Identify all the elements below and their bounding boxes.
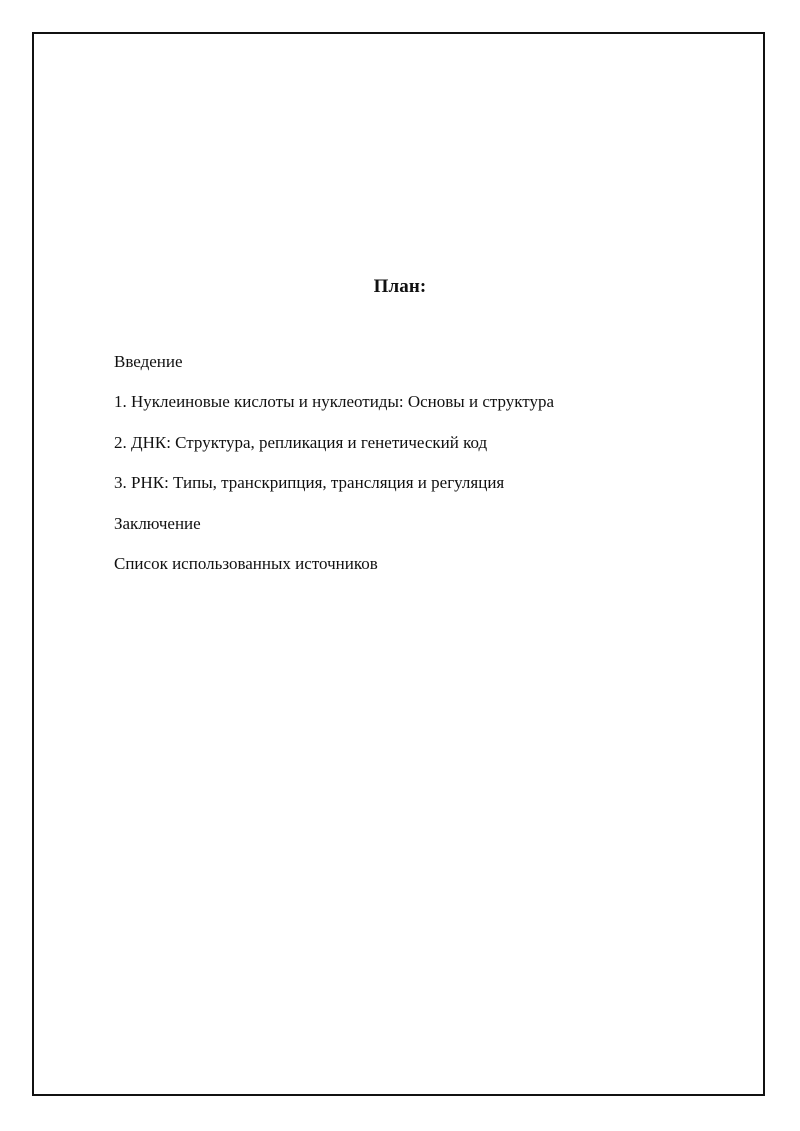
toc-item-conclusion: Заключение <box>114 513 201 533</box>
toc-item-introduction: Введение <box>114 352 183 371</box>
toc-item-section-1: 1. Нуклеиновые кислоты и нуклеотиды: Основы и структура <box>114 392 555 412</box>
table-of-contents <box>114 351 554 593</box>
toc-item-section-2: 2. ДНК: Структура, репликация и генетический код <box>114 432 488 452</box>
page-title: План: <box>373 276 427 297</box>
toc-item-section-3: 3. РНК: Типы, транскрипция, трансляция и регуляция <box>114 473 505 493</box>
toc-item-references: Список использованных источников <box>114 553 378 573</box>
